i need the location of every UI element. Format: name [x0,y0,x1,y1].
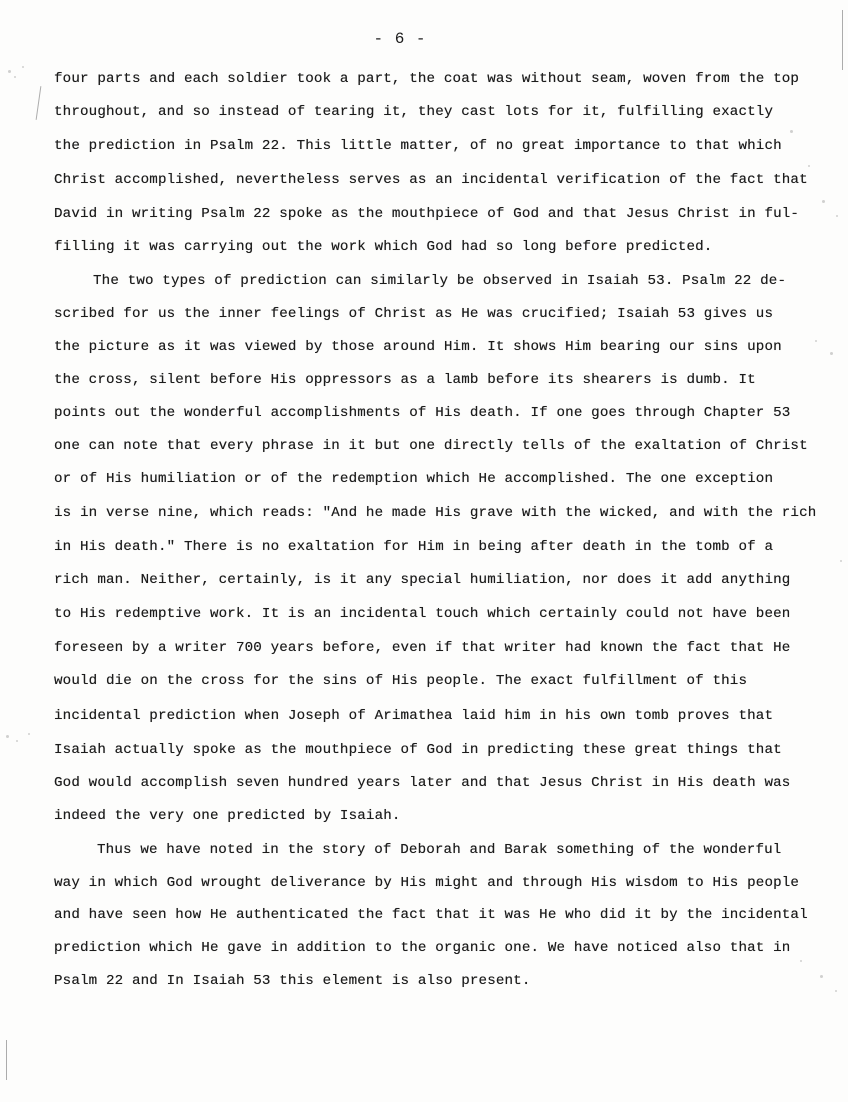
text-line: in His death." There is no exaltation for Him in being after death in the tomb of a [54,539,774,555]
scan-speckle [830,352,833,355]
text-line: filling it was carrying out the work which God had so long before predicted. [54,239,713,255]
scan-speckle [800,960,802,962]
scan-speckle [840,560,842,562]
scan-speckle [836,215,838,217]
text-line: foreseen by a writer 700 years before, even if that writer had known the fact that He [54,640,791,656]
paragraph-first-line: The two types of prediction can similarly be observed in Isaiah 53. Psalm 22 de- [93,273,787,289]
scan-speckle [22,66,24,68]
text-line: points out the wonderful accomplishments of His death. If one goes through Chapter 53 [54,405,791,421]
text-line: Psalm 22 and In Isaiah 53 this element is also present. [54,973,531,989]
text-line: throughout, and so instead of tearing it, they cast lots for it, fulfilling exactly [54,104,774,120]
scan-speckle [820,975,823,978]
scan-speckle [8,70,11,73]
text-line: God would accomplish seven hundred years later and that Jesus Christ in His death was [54,775,791,791]
text-line: four parts and each soldier took a part, the coat was without seam, woven from the top [54,71,800,87]
text-line: to His redemptive work. It is an incidental touch which certainly could not have been [54,606,791,622]
page-number: - 6 - [373,30,427,48]
text-line: the picture as it was viewed by those around Him. It shows Him bearing our sins upon [54,339,782,355]
scan-speckle [14,76,16,78]
scan-speckle [790,130,793,133]
scan-speckle [835,990,837,992]
text-line: would die on the cross for the sins of His people. The exact fulfillment of this [54,673,748,689]
text-line: Christ accomplished, nevertheless serves as an incidental verification of the fact that [54,172,808,188]
scan-speckle [16,740,18,742]
text-line: David in writing Psalm 22 spoke as the mouthpiece of God and that Jesus Christ in ful- [54,206,800,222]
text-line: rich man. Neither, certainly, is it any special humiliation, nor does it add anything [54,572,791,588]
paragraph-first-line: Thus we have noted in the story of Deborah and Barak something of the wonderful [97,842,782,858]
text-line: indeed the very one predicted by Isaiah. [54,808,401,824]
scan-speckle [28,733,30,735]
text-line: or of His humiliation or of the redemption which He accomplished. The one exception [54,471,774,487]
scan-speckle [6,735,9,738]
scan-edge-mark [36,86,42,120]
text-line: scribed for us the inner feelings of Christ as He was crucified; Isaiah 53 gives us [54,306,774,322]
scan-edge-mark [6,1040,7,1080]
text-line: Isaiah actually spoke as the mouthpiece of God in predicting these great things that [54,742,782,758]
text-line: the prediction in Psalm 22. This little matter, of no great importance to that which [54,138,782,154]
text-line: way in which God wrought deliverance by His might and through His wisdom to His people [54,875,800,891]
scan-speckle [808,165,810,167]
text-line: the cross, silent before His oppressors as a lamb before its shearers is dumb. It [54,372,756,388]
scan-speckle [815,340,817,342]
scan-speckle [822,200,825,203]
scan-edge-mark [842,10,843,70]
text-line: incidental prediction when Joseph of Arimathea laid him in his own tomb proves that [54,708,774,724]
text-line: prediction which He gave in addition to the organic one. We have noticed also that in [54,940,791,956]
text-line: one can note that every phrase in it but one directly tells of the exaltation of Christ [54,438,808,454]
text-line: is in verse nine, which reads: "And he made His grave with the wicked, and with the rich [54,505,817,521]
text-line: and have seen how He authenticated the fact that it was He who did it by the incidental [54,907,808,923]
